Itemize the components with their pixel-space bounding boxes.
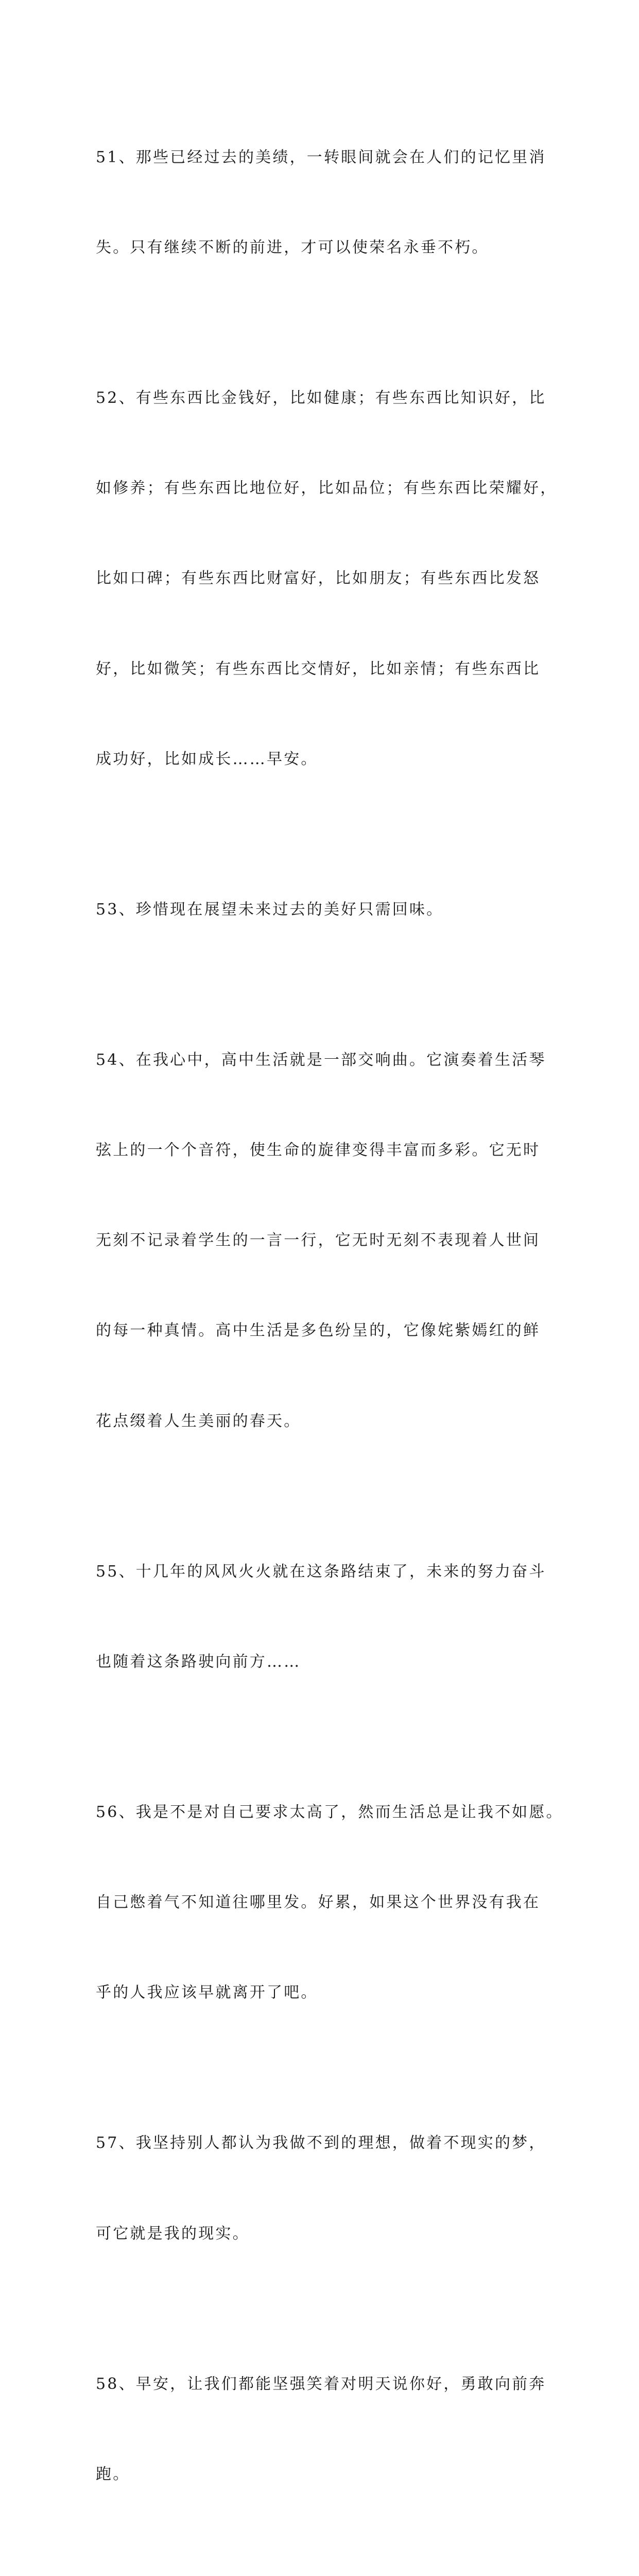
text-line: 54、在我心中，高中生活就是一部交响曲。它演奏着生活琴: [96, 1050, 546, 1069]
text-line: 无刻不记录着学生的一言一行，它无时无刻不表现着人世间: [96, 1231, 541, 1250]
quote-entry-55: [96, 1497, 549, 1737]
text-line: 57、我坚持别人都认为我做不到的理想，做着不现实的梦，: [96, 2134, 546, 2153]
text-line: 51、那些已经过去的美绩，一转眼间就会在人们的记忆里消: [96, 148, 546, 166]
text-line: 也随着这条路驶向前方……: [96, 1652, 301, 1671]
text-line: 如修养；有些东西比地位好，比如品位；有些东西比荣耀好，: [96, 479, 558, 498]
quote-entry-51: [96, 82, 549, 323]
text-line: 可它就是我的现实。: [96, 2224, 250, 2243]
quote-entry-59: [96, 2550, 549, 2576]
text-line: 比如口碑；有些东西比财富好，比如朋友；有些东西比发怒: [96, 569, 541, 588]
quote-entry-56: [96, 1737, 563, 2068]
quote-entry-53: [96, 835, 549, 985]
text-line: 52、有些东西比金钱好，比如健康；有些东西比知识好，比: [96, 389, 546, 408]
text-line: 的每一种真情。高中生活是多色纷呈的，它像姹紫嫣红的鲜: [96, 1321, 541, 1340]
quote-entry-58: [96, 2309, 549, 2550]
text-line: 自己憋着气不知道往哪里发。好累，如果这个世界没有我在: [96, 1893, 541, 1912]
quote-entry-57: [96, 2069, 549, 2309]
text-line: 花点缀着人生美丽的春天。: [96, 1412, 301, 1430]
text-line: 53、珍惜现在展望未来过去的美好只需回味。: [96, 900, 444, 919]
text-line: 失。只有继续不断的前进，才可以使荣名永垂不朽。: [96, 239, 489, 257]
text-line: 56、我是不是对自己要求太高了，然而生活总是让我不如愿。: [96, 1803, 563, 1821]
text-line: 跑。: [96, 2465, 130, 2483]
text-line: 成功好，比如成长……早安。: [96, 750, 318, 768]
document-body: [96, 82, 563, 2576]
text-line: 55、十几年的风风火火就在这条路结束了，未来的努力奋斗: [96, 1562, 546, 1581]
text-line: 好，比如微笑；有些东西比交情好，比如亲情；有些东西比: [96, 659, 541, 678]
text-line: 58、早安，让我们都能坚强笑着对明天说你好，勇敢向前奔: [96, 2375, 546, 2393]
text-line: 弦上的一个个音符，使生命的旋律变得丰富而多彩。它无时: [96, 1141, 541, 1160]
quote-entry-54: [96, 985, 549, 1497]
text-line: 乎的人我应该早就离开了吧。: [96, 1984, 318, 2002]
quote-entry-52: [96, 323, 558, 835]
